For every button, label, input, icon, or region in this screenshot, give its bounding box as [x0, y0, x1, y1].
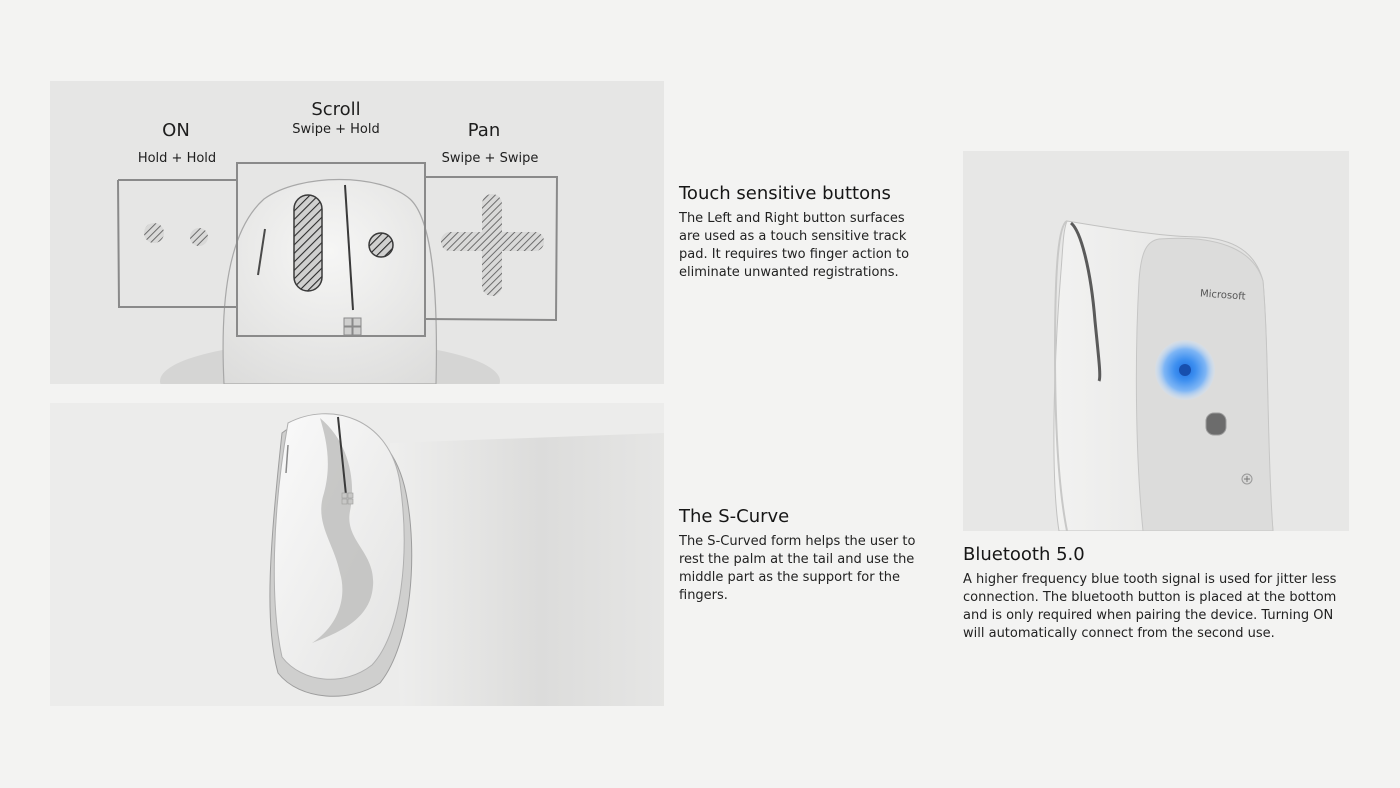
gesture-pan-subtitle: Swipe + Swipe — [441, 151, 539, 166]
touch-buttons-heading: Touch sensitive buttons — [679, 183, 891, 204]
gesture-on-title: ON — [162, 120, 190, 141]
s-curve-heading: The S-Curve — [679, 506, 790, 527]
bluetooth-body: A higher frequency blue tooth signal is used for jitter less connection. The bluetooth button is placed at the bottom and is only required when pairing the device. Turning ON will automatically connect from the second use. — [963, 572, 1337, 641]
gesture-on — [148, 120, 204, 141]
bluetooth-heading: Bluetooth 5.0 — [963, 544, 1085, 565]
gesture-scroll — [280, 99, 392, 137]
gesture-scroll-subtitle: Swipe + Hold — [292, 122, 380, 137]
gesture-scroll-title: Scroll — [311, 99, 361, 120]
gesture-pan — [450, 120, 518, 141]
touch-buttons-body: The Left and Right button surfaces are used as a touch sensitive track pad. It requires two finger action to eliminate unwanted registrations. — [679, 211, 910, 280]
microsoft-brand-mark: Microsoft — [1199, 288, 1246, 303]
gesture-sketch-panel — [50, 81, 664, 384]
s-curve-section — [679, 506, 919, 605]
s-curve-render-panel — [50, 403, 664, 706]
s-curve-mouse-illustration — [50, 403, 664, 706]
bluetooth-render-panel — [963, 151, 1349, 531]
s-curve-body: The S-Curved form helps the user to rest the palm at the tail and use the middle part as the support for the fingers. — [679, 534, 916, 603]
gesture-pan-title: Pan — [467, 120, 501, 141]
bluetooth-mouse-illustration — [963, 151, 1349, 531]
touch-buttons-section — [679, 183, 919, 282]
bluetooth-section — [963, 544, 1353, 643]
gesture-on-subtitle: Hold + Hold — [137, 151, 217, 166]
